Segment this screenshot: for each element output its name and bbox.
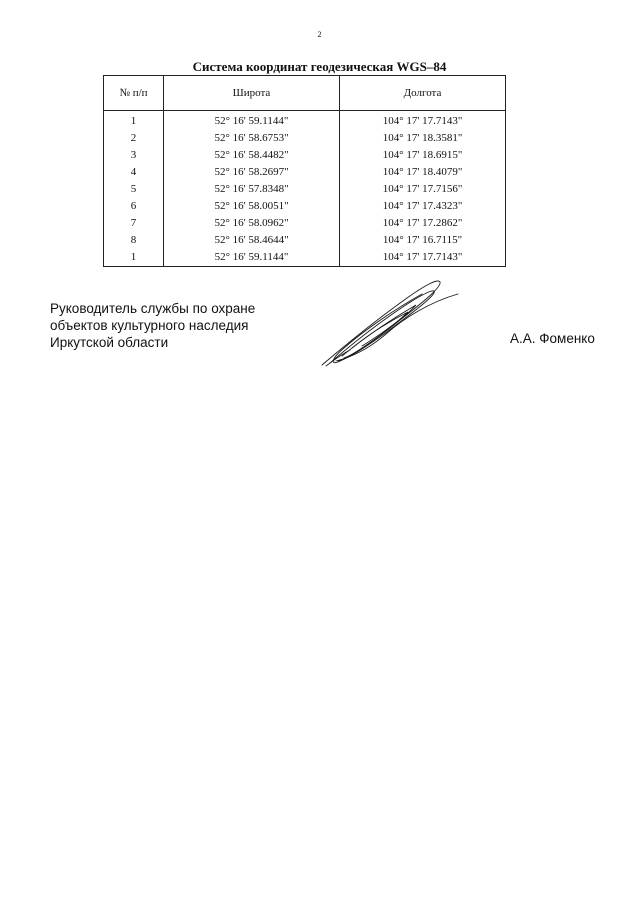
cell-latitude: 52° 16' 58.0962": [164, 215, 340, 232]
table-row: [104, 198, 506, 215]
cell-latitude: 52° 16' 58.2697": [164, 164, 340, 181]
table-row: [104, 232, 506, 249]
cell-number: 1: [104, 111, 164, 131]
header-latitude: Широта: [164, 76, 340, 111]
table-row: [104, 111, 506, 131]
cell-number: 1: [104, 249, 164, 267]
cell-latitude: 52° 16' 59.1144": [164, 249, 340, 267]
cell-longitude: 104° 17' 17.4323": [340, 198, 506, 215]
cell-number: 3: [104, 147, 164, 164]
signer-name: А.А. Фоменко: [510, 331, 595, 346]
handwritten-signature: [312, 268, 472, 373]
header-longitude: Долгота: [340, 76, 506, 111]
cell-number: 7: [104, 215, 164, 232]
cell-latitude: 52° 16' 58.0051": [164, 198, 340, 215]
cell-longitude: 104° 17' 18.4079": [340, 164, 506, 181]
cell-latitude: 52° 16' 57.8348": [164, 181, 340, 198]
cell-longitude: 104° 17' 16.7115": [340, 232, 506, 249]
cell-longitude: 104° 17' 18.3581": [340, 130, 506, 147]
table-row: [104, 147, 506, 164]
cell-number: 4: [104, 164, 164, 181]
cell-number: 8: [104, 232, 164, 249]
table-title: Система координат геодезическая WGS–84: [192, 59, 447, 74]
signer-position-line: объектов культурного наследия: [50, 318, 249, 333]
signer-position: [50, 300, 255, 351]
page-number: 2: [317, 30, 322, 39]
cell-number: 6: [104, 198, 164, 215]
cell-number: 2: [104, 130, 164, 147]
signer-position-line: Иркутской области: [50, 335, 169, 350]
coordinates-table: [103, 75, 506, 267]
cell-longitude: 104° 17' 17.7156": [340, 181, 506, 198]
cell-longitude: 104° 17' 17.2862": [340, 215, 506, 232]
cell-longitude: 104° 17' 17.7143": [340, 249, 506, 267]
signer-position-line: Руководитель службы по охране: [50, 301, 256, 316]
table-row: [104, 249, 506, 267]
cell-longitude: 104° 17' 17.7143": [340, 111, 506, 131]
table-row: [104, 130, 506, 147]
cell-latitude: 52° 16' 59.1144": [164, 111, 340, 131]
header-number: № п/п: [104, 76, 164, 111]
cell-number: 5: [104, 181, 164, 198]
cell-latitude: 52° 16' 58.4482": [164, 147, 340, 164]
cell-longitude: 104° 17' 18.6915": [340, 147, 506, 164]
table-row: [104, 215, 506, 232]
cell-latitude: 52° 16' 58.4644": [164, 232, 340, 249]
table-row: [104, 164, 506, 181]
cell-latitude: 52° 16' 58.6753": [164, 130, 340, 147]
table-row: [104, 181, 506, 198]
table-header-row: [104, 76, 506, 111]
